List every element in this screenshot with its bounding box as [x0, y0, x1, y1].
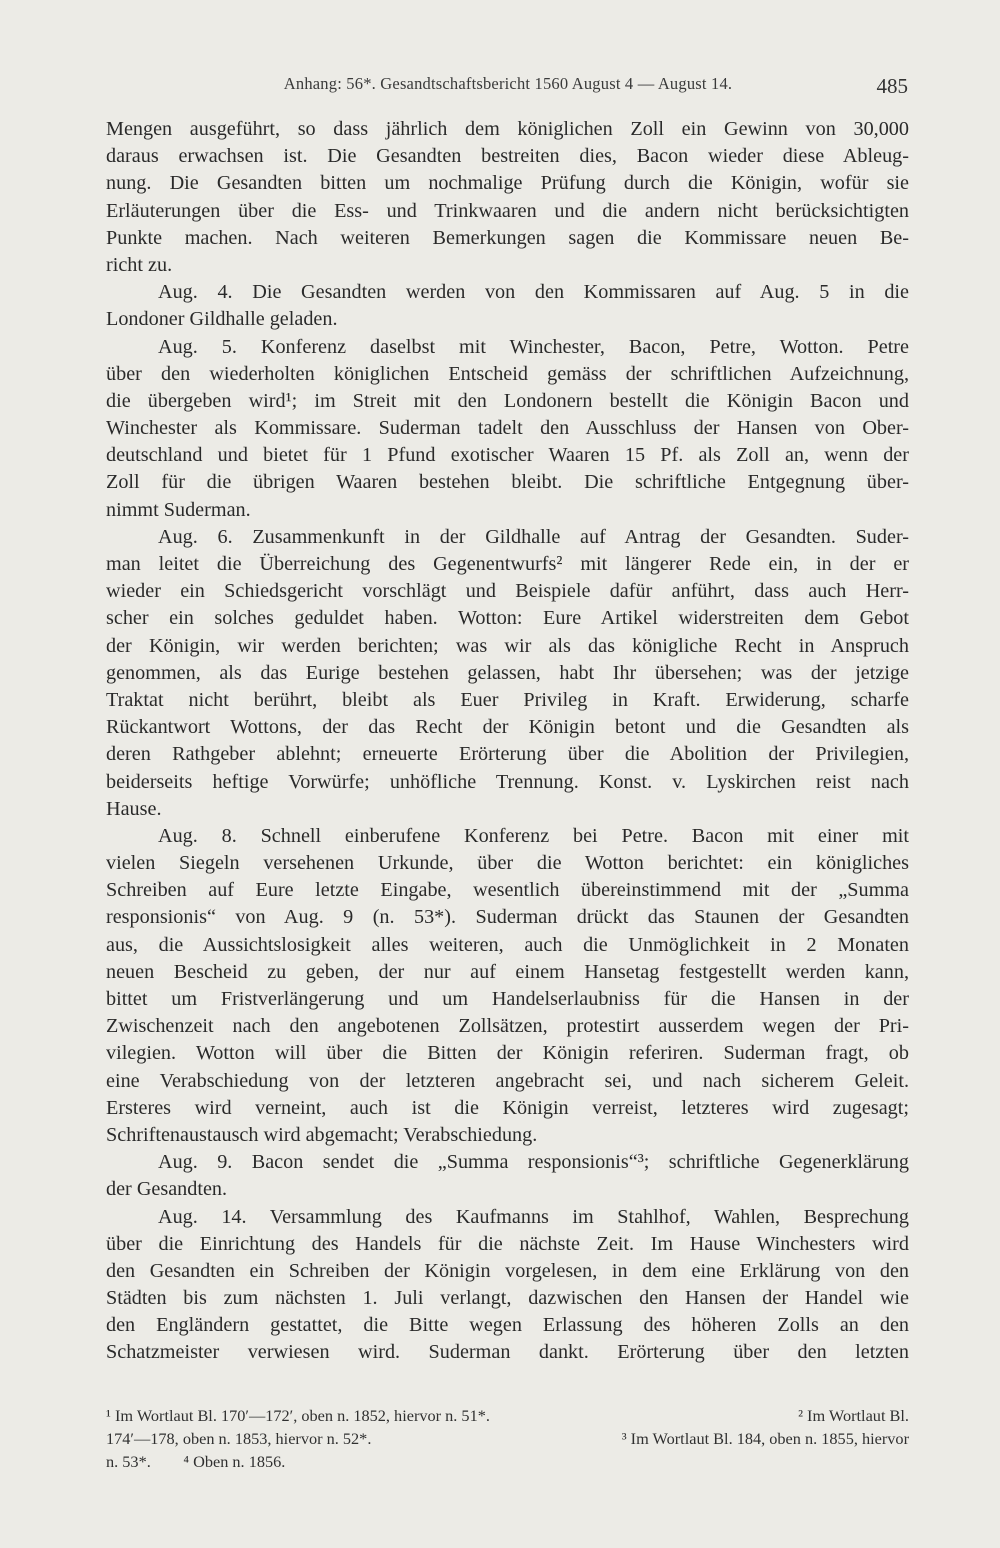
text-line: der Gesandten.: [106, 1178, 228, 1201]
footnote-line: [106, 1427, 909, 1450]
text-line: deutschland und bietet für 1 Pfund exotischer Waaren 15 Pf. als Zoll an, wenn der: [106, 444, 909, 467]
text-line: Schatzmeister verwiesen wird. Suderman dankt. Erörterung über den letzten: [106, 1341, 909, 1364]
footnote-3-start: ³ Im Wortlaut Bl. 184, oben n. 1855, hiervor: [621, 1429, 909, 1448]
text-line: deren Rathgeber ablehnt; erneuerte Erörterung über die Abolition der Privilegien,: [106, 743, 909, 766]
text-line: über den wiederholten königlichen Entscheid gemäss der schriftlichen Aufzeichnung,: [106, 362, 909, 385]
text-line: Londoner Gildhalle geladen.: [106, 308, 338, 331]
page-number: 485: [876, 74, 908, 98]
entry-aug-8-line: Aug. 8. Schnell einberufene Konferenz bei Petre. Bacon mit einer mit: [158, 824, 909, 847]
text-line: Zwischenzeit nach den angebotenen Zollsätzen, protestirt ausserdem wegen der Pri-: [106, 1015, 909, 1038]
entry-aug-9-line: Aug. 9. Bacon sendet die „Summa responsionis“³; schriftliche Gegenerklärung: [158, 1151, 909, 1174]
text-line: beiderseits heftige Vorwürfe; unhöfliche Trennung. Konst. v. Lyskirchen reist nach: [106, 770, 909, 793]
text-line: nung. Die Gesandten bitten um nochmalige Prüfung durch die Königin, wofür sie: [106, 172, 909, 195]
text-line: responsionis“ von Aug. 9 (n. 53*). Suderman drückt das Staunen der Gesandten: [106, 906, 909, 929]
entry-aug-5-line: Aug. 5. Konferenz daselbst mit Winchester, Bacon, Petre, Wotton. Petre: [158, 335, 909, 358]
footnote-2-start: ² Im Wortlaut Bl.: [798, 1406, 909, 1425]
text-line: Winchester als Kommissare. Suderman tadelt den Ausschluss der Hansen von Ober-: [106, 417, 909, 440]
text-line: Traktat nicht berührt, bleibt als Euer Privileg in Kraft. Erwiderung, scharfe: [106, 688, 909, 711]
text-line: neuen Bescheid zu geben, der nur auf einem Hansetag festgestellt werden kann,: [106, 960, 909, 983]
text-line: eine Verabschiedung von der letzteren angebracht sei, und nach sicherem Geleit.: [106, 1069, 909, 1092]
text-line: Schriftenaustausch wird abgemacht; Verabschiedung.: [106, 1123, 538, 1146]
text-line: über die Einrichtung des Handels für die nächste Zeit. Im Hause Winchesters wird: [106, 1232, 909, 1255]
footnote-1: ¹ Im Wortlaut Bl. 170′—172′, oben n. 1852, hiervor n. 51*.: [106, 1406, 490, 1425]
text-line: den Engländern gestattet, die Bitte wegen Erlassung des höheren Zolls an den: [106, 1314, 909, 1337]
footnote-3-end-and-4: n. 53*. ⁴ Oben n. 1856.: [106, 1452, 286, 1471]
text-line: aus, die Aussichtslosigkeit alles weiteren, auch die Unmöglichkeit in 2 Monaten: [106, 933, 909, 956]
text-line: scher ein solches geduldet haben. Wotton: Eure Artikel widerstreiten dem Gebot: [106, 607, 909, 630]
text-line: Ersteres wird verneint, auch ist die Königin verreist, letzteres wird zugesagt;: [106, 1096, 909, 1119]
text-line: vilegien. Wotton will über die Bitten der Königin referiren. Suderman fragt, ob: [106, 1042, 909, 1065]
text-line: richt zu.: [106, 253, 173, 276]
text-line: Punkte machen. Nach weiteren Bemerkungen sagen die Kommissare neuen Be-: [106, 226, 909, 249]
text-line: man leitet die Überreichung des Gegenentwurfs² mit längerer Rede ein, in der er: [106, 553, 909, 575]
text-line: Städten bis zum nächsten 1. Juli verlangt, dazwischen den Hansen der Handel wie: [106, 1287, 909, 1310]
footnotes: [106, 1404, 909, 1473]
entry-aug-4-line: Aug. 4. Die Gesandten werden von den Kommissaren auf Aug. 5 in die: [158, 281, 909, 304]
text-line: Erläuterungen über die Ess- und Trinkwaaren und die andern nicht berücksichtigten: [106, 199, 909, 222]
text-line: genommen, als das Eurige bestehen gelassen, habt Ihr übersehen; was der jetzige: [106, 661, 909, 684]
entry-aug-14-line: Aug. 14. Versammlung des Kaufmanns im Stahlhof, Wahlen, Besprechung: [158, 1205, 909, 1228]
footnote-2-end: 174′—178, oben n. 1853, hiervor n. 52*.: [106, 1429, 372, 1448]
text-line: die übergeben wird¹; im Streit mit den Londonern bestellt die Königin Bacon und: [106, 389, 909, 412]
text-line: der Königin, wir werden berichten; was wir als das königliche Recht in Anspruch: [106, 634, 909, 657]
text-line: Mengen ausgeführt, so dass jährlich dem königlichen Zoll ein Gewinn von 30,000: [106, 118, 909, 140]
text-line: wieder ein Schiedsgericht vorschlägt und Beispiele dafür anführt, dass auch Herr-: [106, 580, 909, 603]
entry-aug-6-line: Aug. 6. Zusammenkunft in der Gildhalle auf Antrag der Gesandten. Suder-: [158, 525, 909, 548]
text-line: Hause.: [106, 797, 162, 820]
running-head: [108, 74, 908, 102]
running-head-title: Anhang: 56*. Gesandtschaftsbericht 1560 August 4 — August 14.: [283, 74, 733, 93]
text-line: bittet um Fristverlängerung und um Handelserlaubniss für die Hansen in der: [106, 988, 909, 1010]
text-line: vielen Siegeln versehenen Urkunde, über die Wotton berichtet: ein königliches: [106, 852, 909, 875]
text-line: Schreiben auf Eure letzte Eingabe, wesentlich übereinstimmend mit der „Summa: [106, 879, 909, 902]
body-text: [106, 116, 909, 1367]
text-line: Zoll für die übrigen Waaren bestehen bleibt. Die schriftliche Entgegnung über-: [106, 471, 909, 494]
footnote-line: [106, 1450, 909, 1473]
footnote-line: [106, 1404, 909, 1427]
text-line: Rückantwort Wottons, der das Recht der Königin betont und die Gesandten als: [106, 716, 909, 739]
text-line: nimmt Suderman.: [106, 498, 251, 521]
text-line: den Gesandten ein Schreiben der Königin vorgelesen, in dem eine Erklärung von den: [106, 1259, 909, 1282]
text-line: daraus erwachsen ist. Die Gesandten bestreiten dies, Bacon wieder diese Ableug-: [106, 145, 909, 168]
